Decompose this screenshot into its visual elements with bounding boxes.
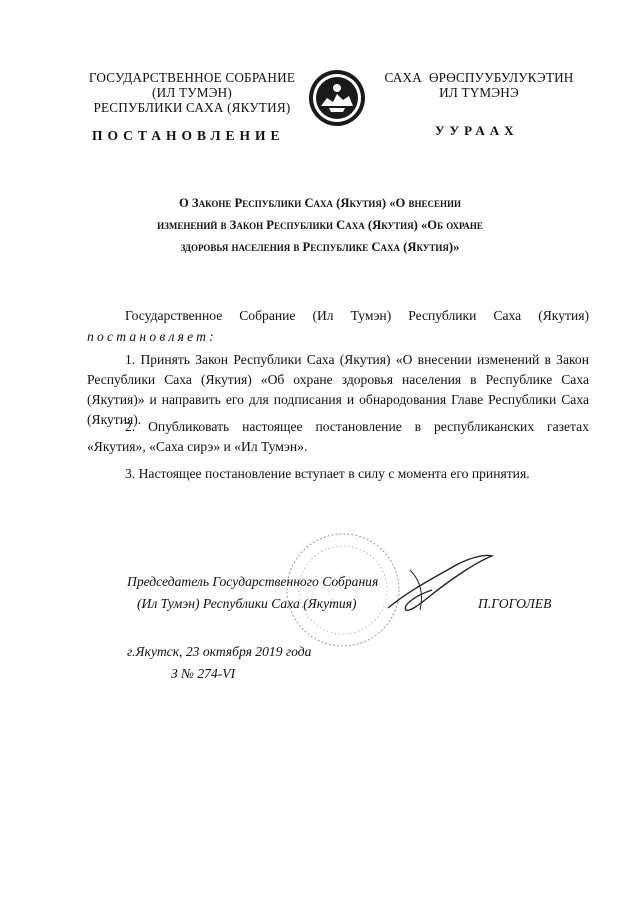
clause-1: 1. Принять Закон Республики Саха (Якутия) «О внесении изменений в Закон Республики Саха (Якутия) «Об охране здоровья населения в Республике Саха (Якутия)» и направить его для подписания и обнародования Главе Республики Саха (Якутия). xyxy=(87,352,589,427)
header-left-line: ГОСУДАРСТВЕННОЕ СОБРАНИЕ xyxy=(88,70,296,85)
document-number: З № 274-VI xyxy=(171,666,236,681)
resolves-verb: постановляет: xyxy=(87,329,217,344)
header-left-russian xyxy=(74,70,310,115)
place-and-date: г.Якутск, 23 октября 2019 года xyxy=(127,644,312,659)
signatory-title-line1: Председатель Государственного Собрания xyxy=(127,574,379,589)
document-title xyxy=(120,192,520,258)
decree-label-yakut: УУРААХ xyxy=(435,123,519,138)
title-line: здоровья населения в Республике Саха (Якутия)» xyxy=(180,240,460,254)
coat-of-arms-icon xyxy=(307,68,367,128)
header-right-line: САХА ӨРӨСПУУБУЛУКЭТИН xyxy=(384,70,574,85)
signatory-title-line2: (Ил Тумэн) Республики Саха (Якутия) xyxy=(137,596,357,611)
header-left-line: РЕСПУБЛИКИ САХА (ЯКУТИЯ) xyxy=(93,100,291,115)
header-right-line: ИЛ ТҮМЭНЭ xyxy=(439,85,519,100)
header-right-yakut xyxy=(372,70,586,100)
clause-2: 2. Опубликовать настоящее постановление в республиканских газетах «Якутия», «Саха сирэ» и «Ил Тумэн». xyxy=(87,419,589,454)
intro-paragraph: Государственное Собрание (Ил Тумэн) Республики Саха (Якутия) xyxy=(125,308,589,323)
clause-3: 3. Настоящее постановление вступает в силу с момента его принятия. xyxy=(125,466,530,481)
header-left-line: (ИЛ ТУМЭН) xyxy=(152,85,232,100)
decree-label-russian: ПОСТАНОВЛЕНИЕ xyxy=(92,128,285,143)
title-line: изменений в Закон Республики Саха (Якутия) «Об охране xyxy=(157,218,483,232)
title-line: О Законе Республики Саха (Якутия) «О внесении xyxy=(178,196,462,210)
signatory-name: П.ГОГОЛЕВ xyxy=(478,596,552,611)
